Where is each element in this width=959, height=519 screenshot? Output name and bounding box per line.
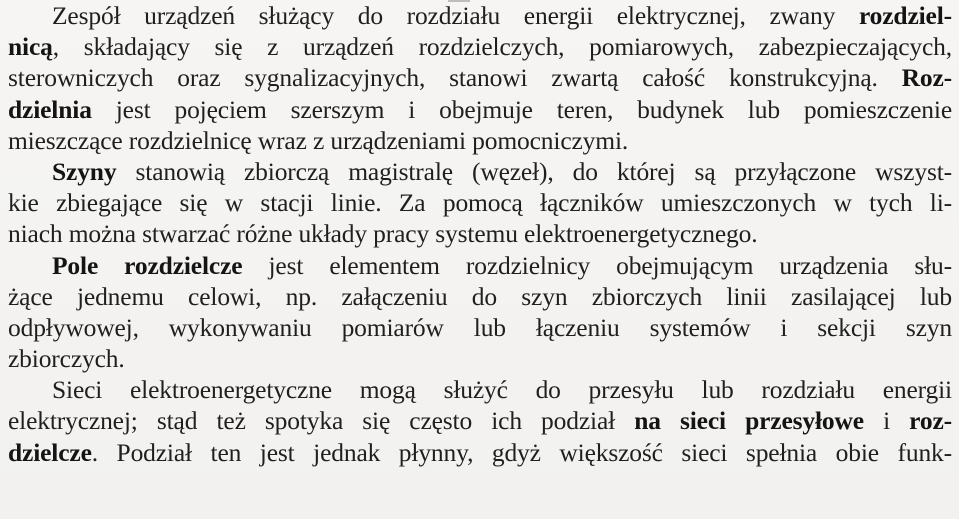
text-run: . Podział ten jest jednak płynny, gdyż większość sieci spełnia obie funk-: [91, 437, 952, 467]
text-line: [8, 343, 952, 374]
text-line: [8, 218, 952, 249]
text-line: [8, 437, 952, 468]
text-line: [8, 94, 952, 125]
text-run: sterowniczych oraz sygnalizacyjnych, stanowi zwartą całość konstrukcyjną.: [8, 63, 902, 93]
text-line: [8, 312, 952, 343]
text-line: [8, 125, 952, 156]
text-run: jest pojęciem szerszym i obejmuje teren, budynek lub pomieszczenie: [91, 94, 952, 124]
text-line: [8, 374, 952, 405]
bold-term: rozdziel-: [858, 1, 952, 30]
text-run: , składający się z urządzeń rozdzielczych, pomiarowych, zabezpieczających,: [52, 32, 952, 62]
text-run: jest elementem rozdzielnicy obejmującym urządzenia słu-: [242, 250, 952, 280]
text-run: odpływowej, wykonywaniu pomiarów lub łączeniu systemów i sekcji szyn: [8, 312, 952, 342]
bold-term: roz-: [909, 406, 952, 436]
bold-term: Pole rozdzielcze: [52, 250, 243, 280]
text-line: [8, 0, 952, 31]
bold-term: na sieci przesyłowe: [634, 406, 864, 436]
text-line: [8, 187, 952, 218]
text-line: [8, 281, 952, 312]
text-run: i: [863, 406, 910, 436]
text-run: kie zbiegające się w stacji linie. Za pomocą łączników umieszczonych w tych li-: [8, 188, 952, 218]
text-run: mieszczące rozdzielnicę wraz z urządzeniami pomocniczymi.: [8, 125, 629, 155]
bold-term: nicą: [8, 32, 53, 62]
text-run: zbiorczych.: [8, 344, 125, 374]
text-run: stanowią zbiorczą magistralę (węzeł), do której są przyłączone wszyst-: [116, 156, 952, 186]
bold-term: Szyny: [52, 156, 117, 186]
text-run: Sieci elektroenergetyczne mogą służyć do przesyłu lub rozdziału energii: [52, 375, 952, 405]
text-run: żące jednemu celowi, np. załączeniu do szyn zbiorczych linii zasilającej lub: [8, 281, 952, 311]
text-line: [8, 62, 952, 93]
text-line: [8, 405, 952, 436]
bold-term: dzielcze: [8, 437, 92, 467]
text-run: Zespół urządzeń służący do rozdziału energii elektrycznej, zwany: [52, 1, 859, 30]
text-line: [8, 156, 952, 187]
text-line: [8, 31, 952, 62]
text-run: niach można stwarzać różne układy pracy systemu elektroenergetycznego.: [8, 219, 758, 249]
text-run: elektrycznej; stąd też spotyka się często ich podział: [8, 406, 635, 436]
text-line: [8, 250, 952, 281]
bold-term: dzielnia: [8, 94, 92, 124]
body-text: [8, 0, 952, 468]
bold-term: Roz-: [901, 63, 952, 93]
